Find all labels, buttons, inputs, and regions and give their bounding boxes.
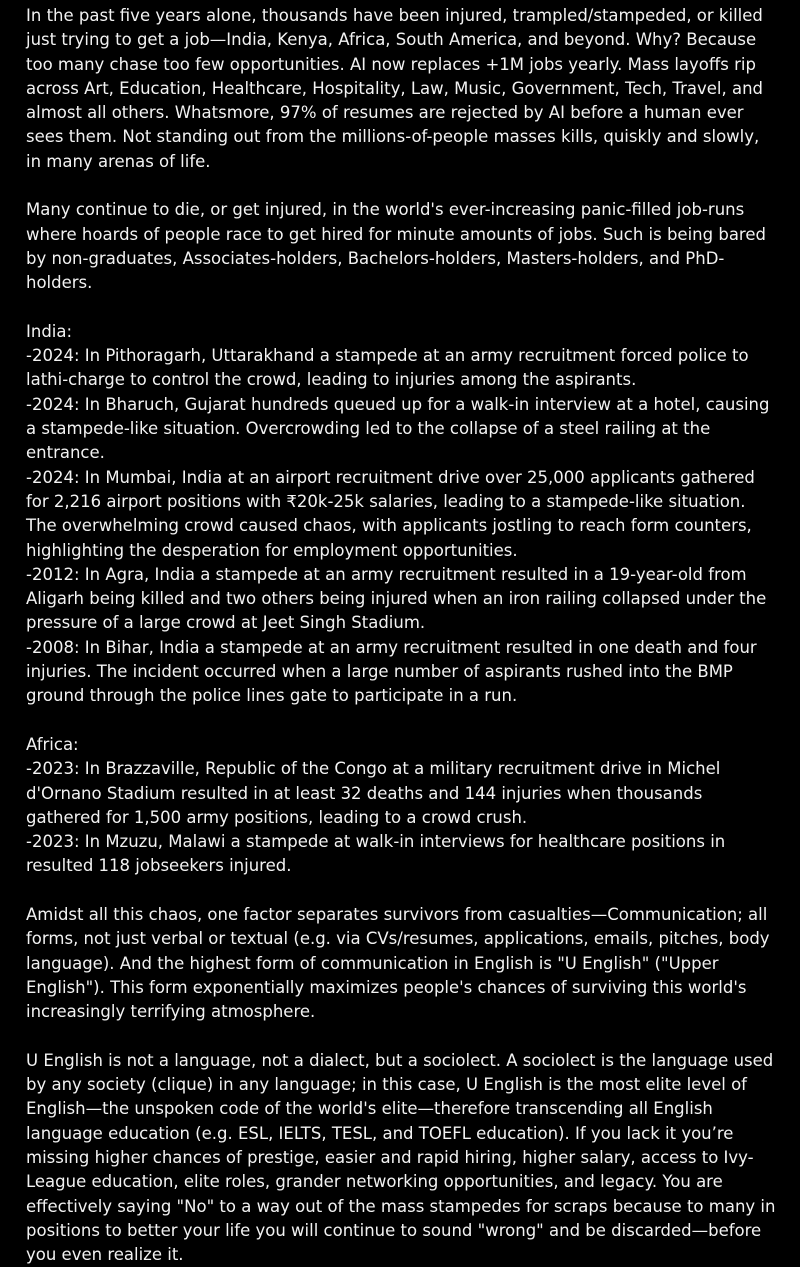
section-heading-india: India: (26, 321, 73, 341)
job-runs-paragraph (26, 198, 776, 295)
india-incidents-list (26, 320, 776, 709)
africa-incidents-list (26, 733, 776, 879)
intro-paragraph (26, 4, 776, 174)
incident-item: -2012: In Agra, India a stampede at an army recruitment resulted in a 19-year-old from Aligarh being killed and two others being injured when an iron railing collapsed under the pressure of a large crowd at Jeet Singh Stadium. (26, 564, 772, 633)
incident-item: -2008: In Bihar, India a stampede at an army recruitment resulted in one death and four injuries. The incident occurred when a large number of aspirants rushed into the BMP ground through the police lines gate to participate in a run. (26, 637, 762, 706)
incident-item: -2024: In Pithoragarh, Uttarakhand a stampede at an army recruitment forced police to lathi-charge to control the crowd, leading to injuries among the aspirants. (26, 346, 754, 390)
paragraph-text: U English is not a language, not a dialect, but a sociolect. A sociolect is the language used by any society (clique) in any language; in this case, U English is the most elite level of English—the unspoken code of the world's elite—therefore transcending all English language education (e.g. ESL, IELTS, TESL, and TOEFL education). If you lack it you’re missing higher chances of prestige, easier and rapid hiring, higher salary, access to Ivy-League education, elite roles, grander networking opportunities, and legacy. You are effectively saying "No" to a way out of the mass stampedes for scraps because to many in positions to better your life you will continue to sound "wrong" and be discarded—before you even realize it. (26, 1050, 781, 1265)
u-english-paragraph (26, 1049, 781, 1267)
incident-item: -2023: In Mzuzu, Malawi a stampede at walk-in interviews for healthcare positions in resulted 118 jobseekers injured. (26, 832, 731, 876)
paragraph-text: In the past five years alone, thousands have been injured, trampled/stampeded, or killed just trying to get a job—India, Kenya, Africa, South America, and beyond. Why? Because too many chase too few opportunities. AI now replaces +1M jobs yearly. Mass layoffs rip across Art, Education, Healthcare, Hospitality, Law, Music, Government, Tech, Travel, and almost all others. Whatsmore, 97% of resumes are rejected by AI before a human ever sees them. Not standing out from the millions-of-people masses kills, quiskly and slowly, in many arenas of life. (26, 6, 769, 171)
section-heading-africa: Africa: (26, 734, 79, 754)
incident-item: -2023: In Brazzaville, Republic of the Congo at a military recruitment drive in Michel d'Ornano Stadium resulted in at least 32 deaths and 144 injuries when thousands gathered for 1,500 army positions, leading to a crowd crush. (26, 759, 726, 827)
paragraph-text: Many continue to die, or get injured, in the world's ever-increasing panic-filled job-runs where hoards of people race to get hired for minute amounts of jobs. Such is being bared by non-graduates, Associates-holders, Bachelors-holders, Masters-holders, and PhD-holders. (26, 200, 772, 293)
paragraph-text: Amidst all this chaos, one factor separates survivors from casualties—Communication; all forms, not just verbal or textual (e.g. via CVs/resumes, applications, emails, pitches, body language). And the highest form of communication in English is "U English" ("Upper English"). This form exponentially maximizes people's chances of surviving this world's increasingly terrifying atmosphere. (26, 904, 775, 1022)
incident-item: -2024: In Mumbai, India at an airport recruitment drive over 25,000 applicants gathered for 2,216 airport positions with ₹20k-25k salaries, leading to a stampede-like situation. The overwhelming crowd caused chaos, with applicants jostling to reach form counters, highlighting the desperation for employment opportunities. (26, 467, 761, 560)
communication-paragraph (26, 903, 776, 1024)
incident-item: -2024: In Bharuch, Gujarat hundreds queued up for a walk-in interview at a hotel, causing a stampede-like situation. Overcrowding led to the collapse of a steel railing at the entrance. (26, 394, 775, 463)
